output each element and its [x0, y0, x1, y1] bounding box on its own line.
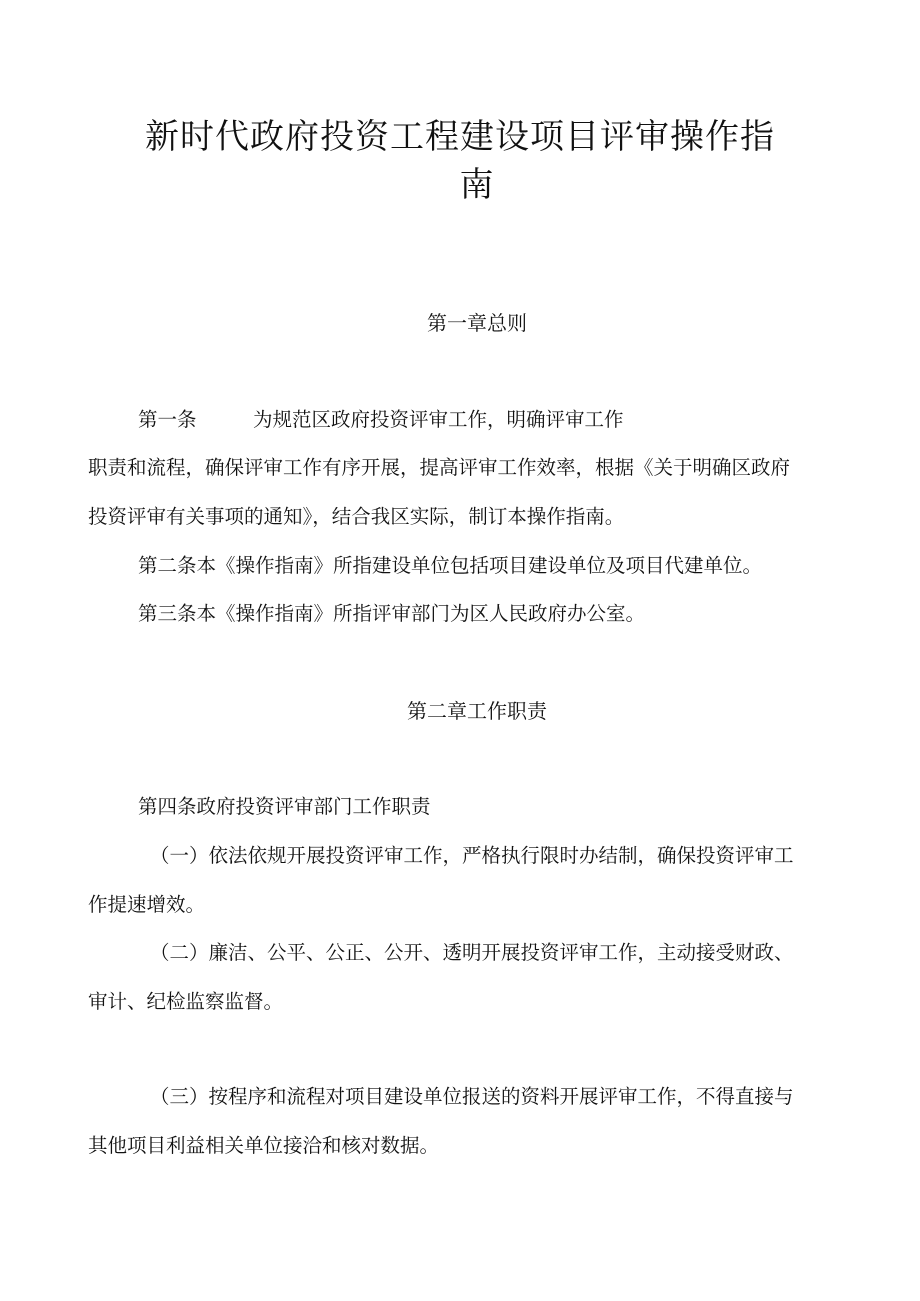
article1-line1: 为规范区政府投资评审工作，明确评审工作 — [253, 408, 624, 431]
item2-line1: （二）廉洁、公平、公正、公开、透明开展投资评审工作，主动接受财政、 — [150, 941, 794, 964]
article2: 第二条本《操作指南》所指建设单位包括项目建设单位及项目代建单位。 — [138, 554, 763, 577]
item3-line1: （三）按程序和流程对项目建设单位报送的资料开展评审工作，不得直接与 — [150, 1085, 794, 1108]
item2-line2: 审计、纪检监察监督。 — [88, 990, 284, 1013]
chapter1-heading: 第一章总则 — [427, 311, 527, 335]
item1-line2: 作提速增效。 — [88, 893, 206, 916]
item1-line1: （一）依法依规开展投资评审工作，严格执行限时办结制，确保投资评审工 — [150, 844, 794, 867]
item3-line2: 其他项目利益相关单位接洽和核对数据。 — [88, 1134, 440, 1157]
document-title-line1: 新时代政府投资工程建设项目评审操作指 — [145, 117, 775, 157]
chapter2-heading: 第二章工作职责 — [407, 699, 547, 723]
document-title-line2: 南 — [459, 165, 495, 205]
article1-line2: 职责和流程，确保评审工作有序开展，提高评审工作效率，根据《关于明确区政府 — [88, 456, 791, 479]
article3: 第三条本《操作指南》所指评审部门为区人民政府办公室。 — [138, 602, 646, 625]
article1-line3: 投资评审有关事项的通知》，结合我区实际，制订本操作指南。 — [88, 505, 625, 528]
article1-label: 第一条 — [138, 408, 197, 431]
article4: 第四条政府投资评审部门工作职责 — [138, 795, 431, 818]
